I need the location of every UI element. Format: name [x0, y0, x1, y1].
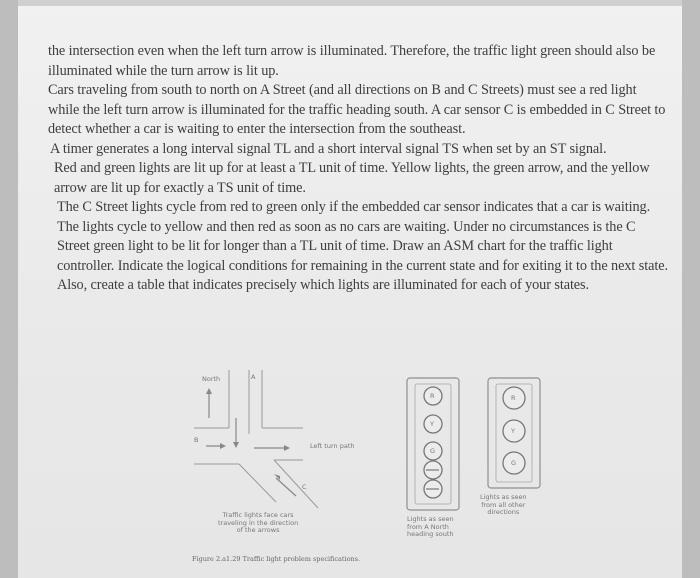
c-street-edge-right	[274, 460, 318, 508]
signal-other-red-label: R	[511, 394, 516, 402]
paragraph-5: The C Street lights cycle from red to green only if the embedded car sensor indicates that a car is waiting. The lights cycle to yellow and then red as soon as no cars are waiting. Under no circumstances is the C Street green light to be lit for longer than a TL unit of time. Draw an ASM chart for the traffic light controller. Indicate the logical conditions for remaining in the current state and for exiting it to the next state. Also, create a table that indicates precisely which lights are illuminated for each of your states.	[57, 199, 668, 293]
intersection-diagram	[18, 360, 682, 570]
signal-other-green-label: G	[511, 459, 517, 467]
signal-a-red-label: R	[430, 392, 435, 400]
note-other-lights: Lights as seen from all other directions	[480, 493, 527, 516]
signal-a-yellow-label: Y	[430, 420, 434, 428]
street-b-label: B	[194, 436, 199, 444]
paragraph-4: Red and green lights are lit up for at least a TL unit of time. Yellow lights, the green arrow, and the yellow arrow are lit up for exactly a TS unit of time.	[54, 160, 650, 196]
traffic-figure	[18, 360, 682, 570]
document-page	[18, 0, 682, 578]
paragraph-2: Cars traveling from south to north on A Street (and all directions on B and C Streets) must see a red light while the left turn arrow is illuminated for the traffic heading south. A car sensor C is embedded in C Street to detect whether a car is waiting to enter the intersection from the southeast.	[48, 82, 666, 137]
signal-other-yellow-label: Y	[511, 427, 515, 435]
street-c-label: C	[302, 483, 307, 491]
left-turn-path-label: Left turn path	[310, 442, 355, 450]
problem-text	[48, 42, 670, 296]
paragraph-3: A timer generates a long interval signal TL and a short interval signal TS when set by an ST signal.	[50, 140, 607, 157]
street-a-label: A	[251, 373, 256, 381]
north-label: North	[202, 375, 221, 383]
note-a-north-lights: Lights as seen from A North heading south	[407, 515, 454, 538]
c-street-edge-left	[239, 464, 276, 502]
signal-a-green-label: G	[430, 447, 436, 455]
page-top-border	[18, 0, 682, 6]
paragraph-1: the intersection even when the left turn arrow is illuminated. Therefore, the traffic light green should also be illuminated while the turn arrow is lit up.	[48, 43, 656, 79]
note-arrow-directions: Traffic lights face cars traveling in the direction of the arrows	[218, 511, 299, 534]
figure-caption: Figure 2.a1.29 Traffic light problem specifications.	[192, 555, 361, 563]
